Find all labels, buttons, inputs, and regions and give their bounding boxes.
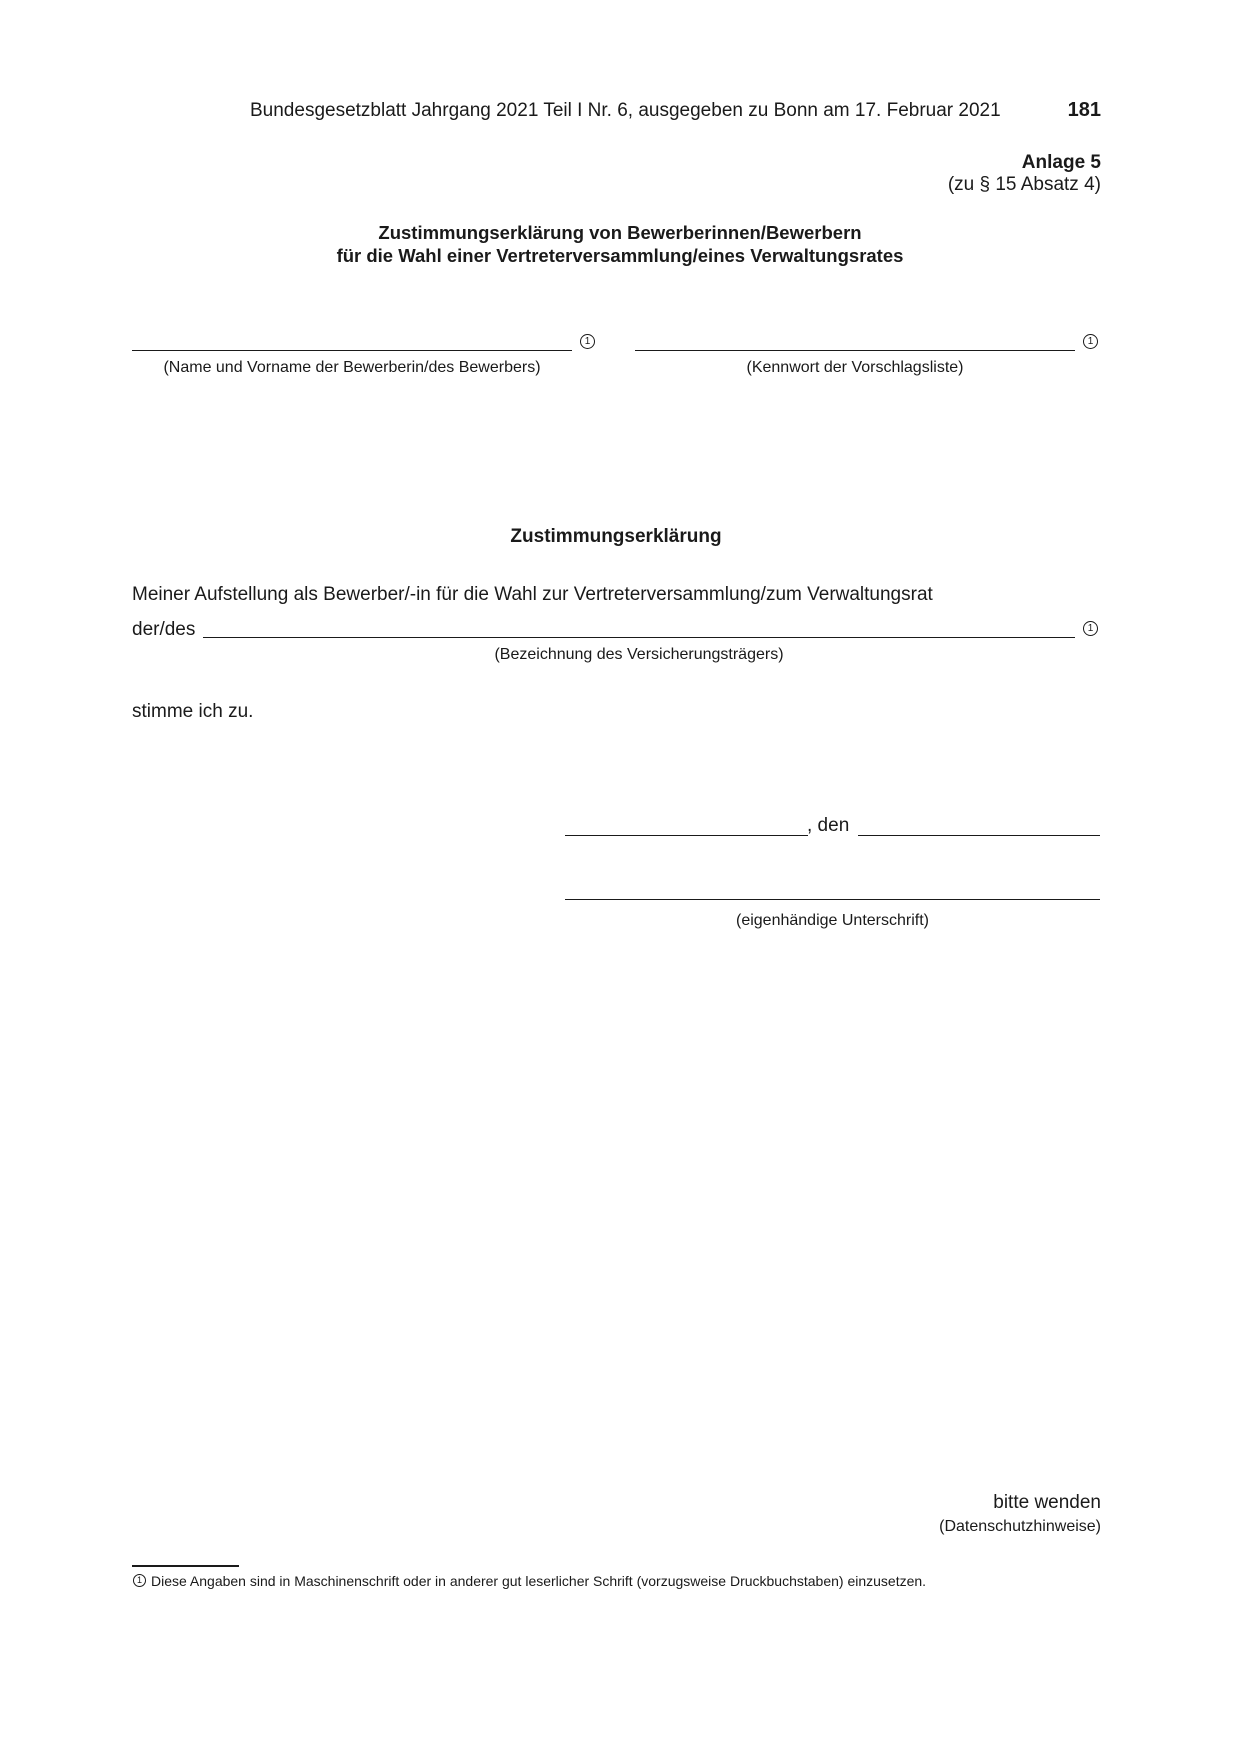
name-caption: (Name und Vorname der Bewerberin/des Bewerbers)	[163, 359, 541, 376]
turn-page-note: bitte wenden	[993, 1492, 1101, 1513]
signature-caption: (eigenhändige Unterschrift)	[736, 912, 929, 929]
declaration-heading: Zustimmungserklärung	[510, 526, 722, 547]
footnote-divider	[132, 1565, 239, 1567]
keyword-input-line[interactable]	[635, 350, 1075, 351]
annex-label: Anlage 5	[1021, 152, 1101, 173]
name-input-line[interactable]	[132, 350, 572, 351]
date-input-line[interactable]	[858, 835, 1100, 836]
signature-input-line[interactable]	[565, 899, 1100, 900]
keyword-caption: (Kennwort der Vorschlagsliste)	[746, 359, 964, 376]
footnote-marker-icon: 1	[133, 1574, 146, 1587]
insurer-input-line[interactable]	[203, 637, 1075, 638]
title-line-1: Zustimmungserklärung von Bewerberinnen/Bewerbern	[378, 222, 862, 243]
insurer-caption: (Bezeichnung des Versicherungsträgers)	[494, 646, 784, 663]
declaration-text-line-1: Meiner Aufstellung als Bewerber/-in für die Wahl zur Vertreterversammlung/zum Verwaltungsrat	[132, 584, 933, 605]
place-input-line[interactable]	[565, 835, 808, 836]
date-separator: , den	[807, 815, 850, 836]
page-number: 181	[1067, 99, 1101, 121]
footnote-marker-icon: 1	[1083, 334, 1098, 349]
declaration-end: stimme ich zu.	[132, 701, 254, 722]
privacy-note: (Datenschutzhinweise)	[939, 1518, 1101, 1535]
footnote-text: Diese Angaben sind in Maschinenschrift oder in anderer gut leserlicher Schrift (vorzugsweise Druckbuchstaben) einzusetzen.	[151, 1573, 927, 1589]
title-line-2: für die Wahl einer Vertreterversammlung/eines Verwaltungsrates	[336, 245, 904, 266]
annex-reference: (zu § 15 Absatz 4)	[947, 174, 1101, 195]
declaration-prefix: der/des	[132, 619, 196, 640]
document-title	[240, 221, 1000, 267]
footnote-marker-icon: 1	[1083, 621, 1098, 636]
publication-header: Bundesgesetzblatt Jahrgang 2021 Teil I Nr. 6, ausgegeben zu Bonn am 17. Februar 2021	[250, 100, 1001, 121]
footnote-marker-icon: 1	[580, 334, 595, 349]
